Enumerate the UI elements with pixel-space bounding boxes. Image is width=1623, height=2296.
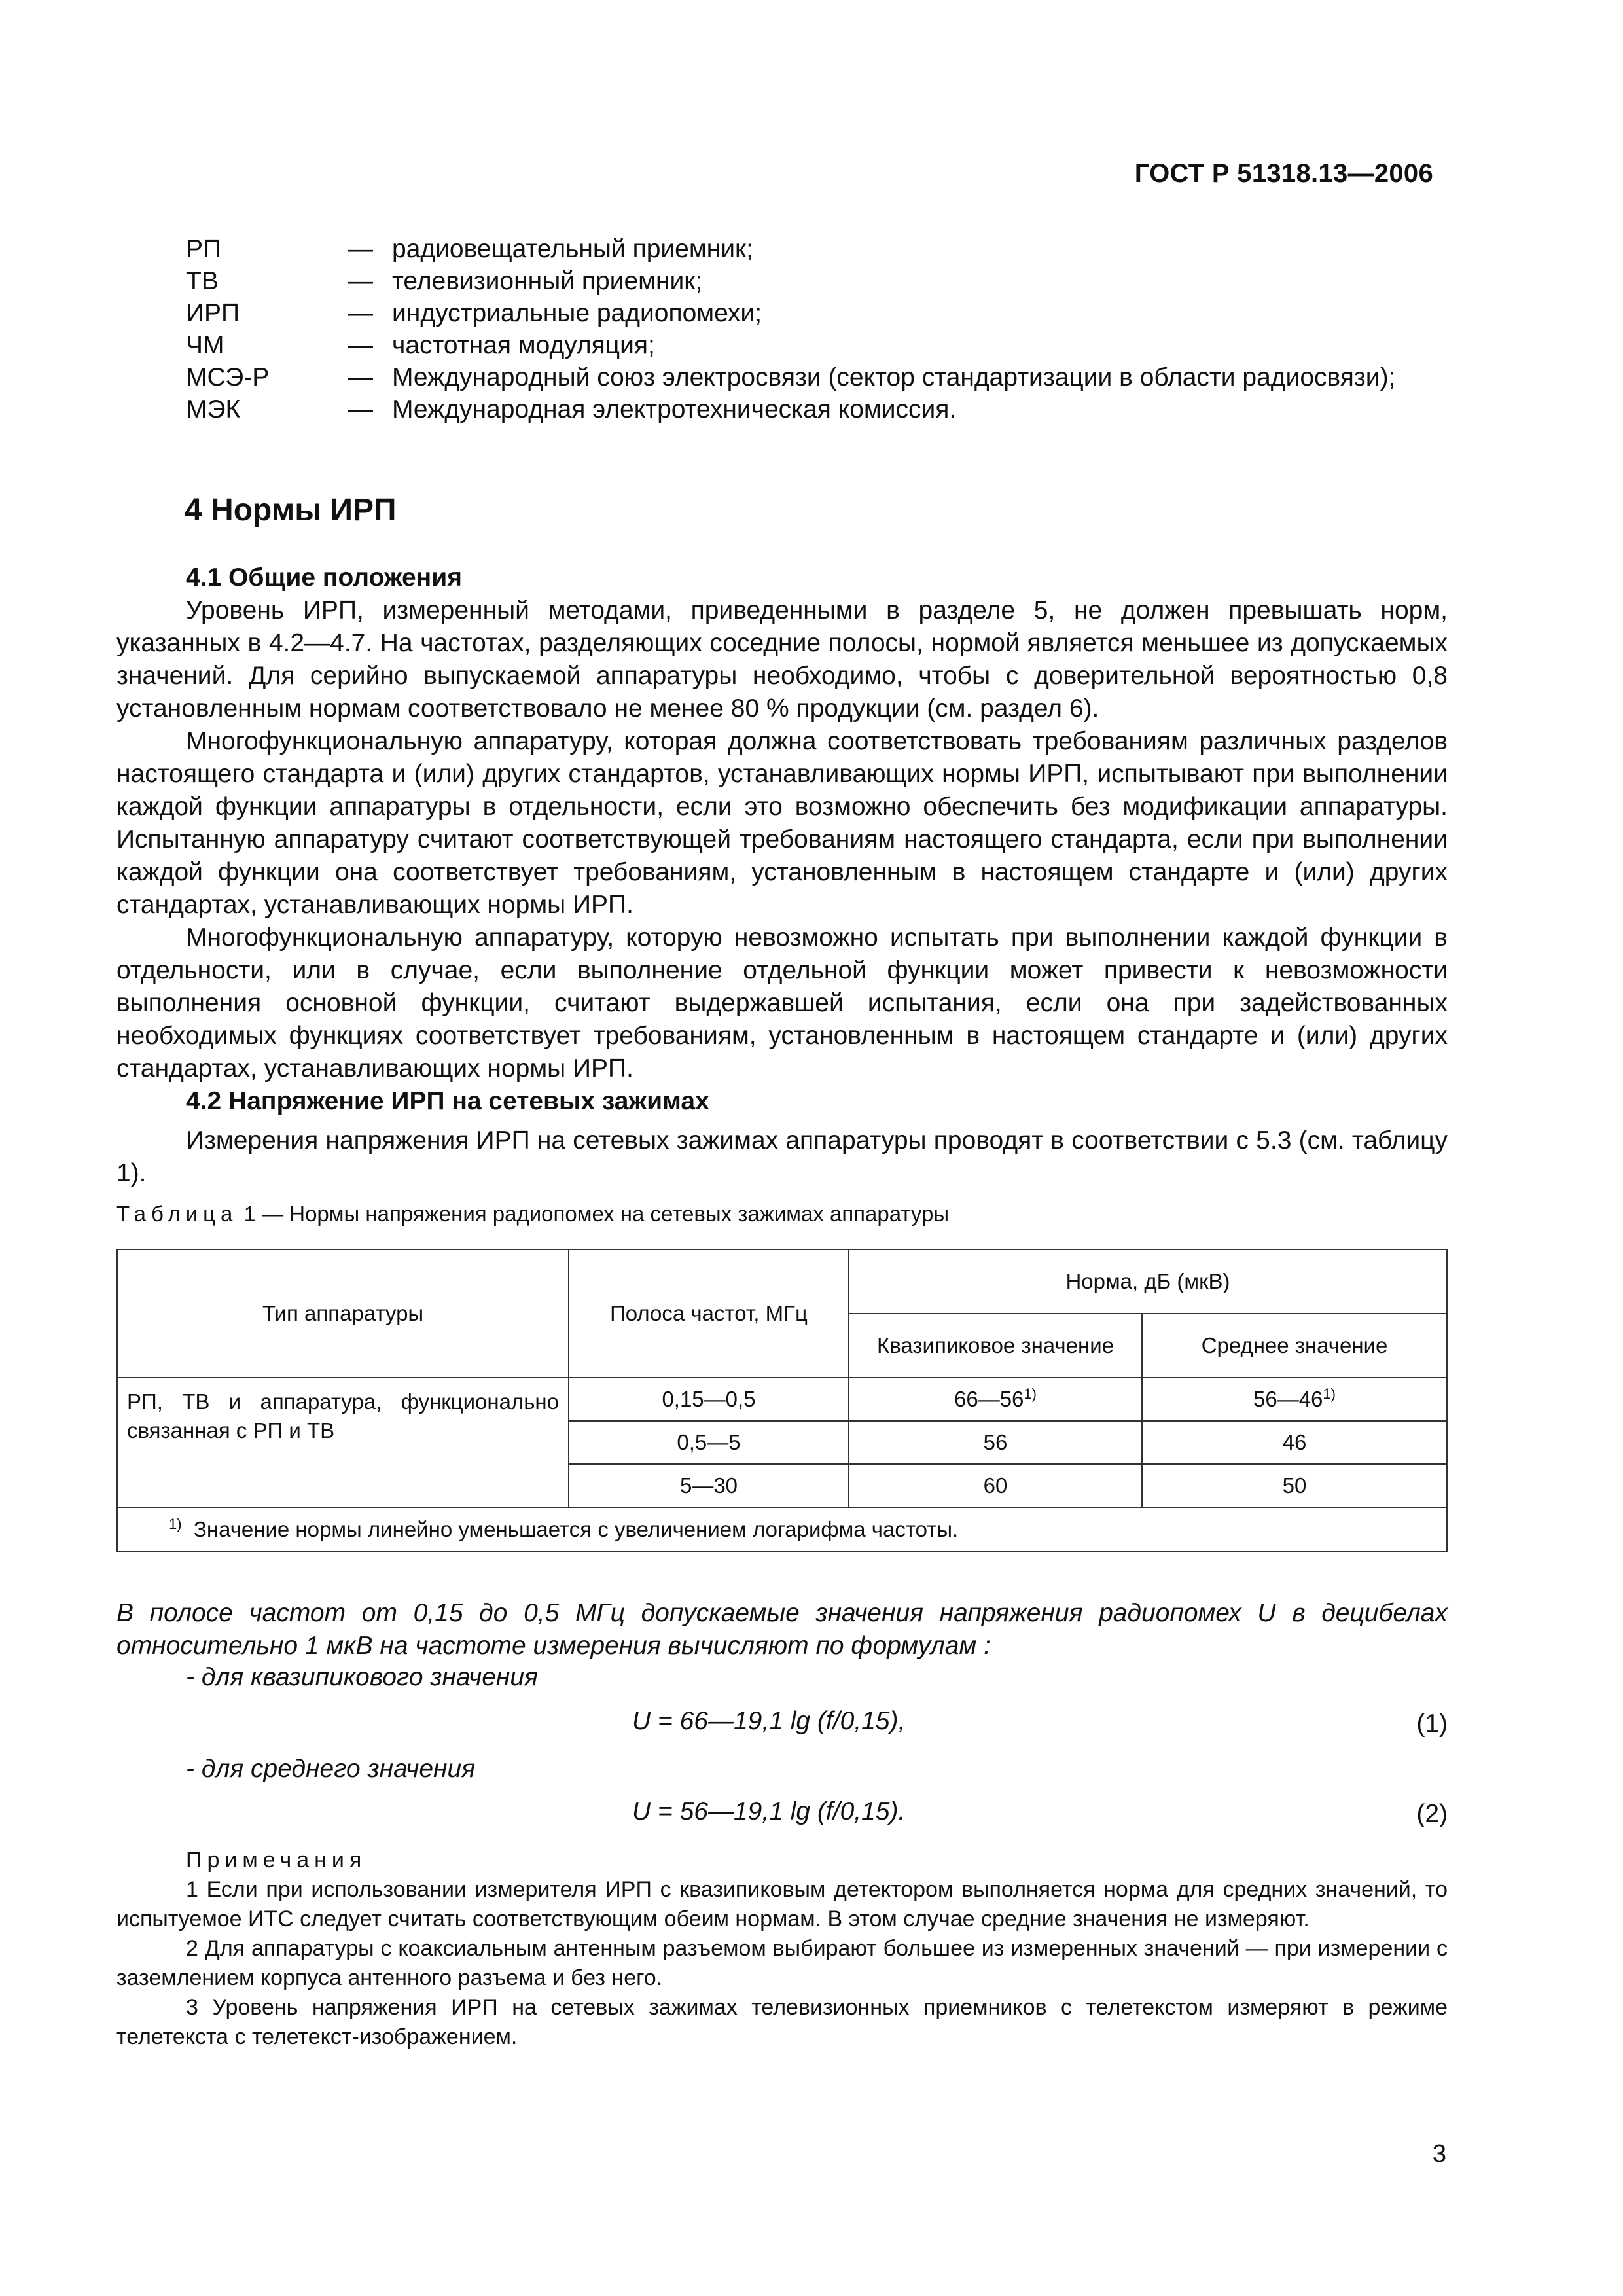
abbreviation-description: индустриальные радиопомехи; xyxy=(392,299,762,327)
cell-band: 5—30 xyxy=(569,1464,849,1507)
norms-table xyxy=(116,1249,1448,1552)
column-header-quasipeak: Квазипиковое значение xyxy=(849,1314,1142,1378)
notes-title: Примечания xyxy=(186,1848,367,1873)
document-header: ГОСТ Р 51318.13—2006 xyxy=(1134,159,1433,188)
abbreviation-term: РП xyxy=(186,235,222,263)
table-row xyxy=(117,1378,1447,1421)
abbreviation-term: МЭК xyxy=(186,395,241,423)
abbreviation-dash: — xyxy=(348,363,373,391)
column-header-band: Полоса частот, МГц xyxy=(569,1249,849,1378)
cell-quasipeak: 60 xyxy=(849,1464,1142,1507)
table-footnote-row xyxy=(117,1507,1447,1552)
abbreviation-list xyxy=(186,233,1442,425)
page-number: 3 xyxy=(1432,2140,1446,2168)
notes-block xyxy=(116,1846,1448,2052)
cell-average: 56—46$^{1)}$ xyxy=(1142,1378,1447,1421)
table-caption xyxy=(116,1202,949,1227)
abbreviation-description: Международная электротехническая комиссия. xyxy=(392,395,957,423)
formula-quasipeak: U = 66—19,1 lg (f/0,15), xyxy=(632,1707,906,1735)
formula-label-quasipeak: - для квазипикового значения xyxy=(186,1663,538,1691)
cell-average: 46 xyxy=(1142,1421,1447,1464)
cell-band: 0,5—5 xyxy=(569,1421,849,1464)
column-header-average: Среднее значение xyxy=(1142,1314,1447,1378)
abbreviation-item xyxy=(186,361,1442,393)
abbreviation-item xyxy=(186,329,1442,361)
note-item: 3 Уровень напряжения ИРП на сетевых зажимах телевизионных приемников с телетекстом измеряют в режиме телетекста с телетекст-изображением. xyxy=(116,1995,1448,2049)
abbreviation-description: Международный союз электросвязи (сектор стандартизации в области радиосвязи); xyxy=(392,363,1396,391)
subsection-title: 4.2 Напряжение ИРП на сетевых зажимах xyxy=(186,1087,709,1115)
abbreviation-dash: — xyxy=(348,267,373,295)
abbreviation-item xyxy=(186,233,1442,265)
paragraph: Многофункциональную аппаратуру, которую невозможно испытать при выполнении каждой функции в отдельности, или в случае, если выполнение отдельной функции может привести к невозможности выполнения основной функции, считают выдержавшей испытания, если она при задействованных необходимых функциях соответствует требованиям, установленным в настоящем стандарте и (или) других стандартах, устанавливающих нормы ИРП. xyxy=(116,924,1448,1083)
cell-quasipeak: 66—56$^{1)}$ xyxy=(849,1378,1142,1421)
formula-intro: В полосе частот от 0,15 до 0,5 МГц допускаемые значения напряжения радиопомех U в децибелах относительно 1 мкВ на частоте измерения вычисляют по формулам : xyxy=(116,1599,1448,1660)
formula-number: (2) xyxy=(1416,1800,1448,1828)
abbreviation-dash: — xyxy=(348,235,373,263)
cell-average: 50 xyxy=(1142,1464,1447,1507)
cell-quasipeak: 56 xyxy=(849,1421,1142,1464)
abbreviation-item xyxy=(186,393,1442,425)
abbreviation-dash: — xyxy=(348,331,373,359)
paragraph: Уровень ИРП, измеренный методами, приведенными в разделе 5, не должен превышать норм, указанных в 4.2—4.7. На частотах, разделяющих соседние полосы, нормой является меньшее из допускаемых значений. Для серийно выпускаемой аппаратуры необходимо, чтобы с доверительной вероятностью 0,8 установленным нормам соответствовало не менее 80 % продукции (см. раздел 6). xyxy=(116,596,1448,723)
section-4-1 xyxy=(116,562,1448,1190)
formula-label-average: - для среднего значения xyxy=(186,1755,476,1783)
paragraph: Измерения напряжения ИРП на сетевых зажимах аппаратуры проводят в соответствии с 5.3 (см. таблицу 1). xyxy=(116,1126,1448,1187)
abbreviation-term: ЧМ xyxy=(186,331,224,359)
abbreviation-term: МСЭ-Р xyxy=(186,363,270,391)
cell-equipment-type: РП, ТВ и аппаратура, функционально связанная с РП и ТВ xyxy=(117,1378,569,1507)
cell-band: 0,15—0,5 xyxy=(569,1378,849,1421)
table-caption-label: Таблица xyxy=(116,1202,238,1226)
section-title: 4 Нормы ИРП xyxy=(185,493,397,528)
note-item: 1 Если при использовании измерителя ИРП с квазипиковым детектором выполняется норма для средних значений, то испытуемое ИТС следует считать соответствующим обеим нормам. В этом случае средние значения не измеряют. xyxy=(116,1877,1448,1931)
abbreviation-description: частотная модуляция; xyxy=(392,331,655,359)
abbreviation-term: ИРП xyxy=(186,299,240,327)
abbreviation-dash: — xyxy=(348,395,373,423)
abbreviation-term: ТВ xyxy=(186,267,219,295)
abbreviation-description: радиовещательный приемник; xyxy=(392,235,753,263)
column-header-norm: Норма, дБ (мкВ) xyxy=(849,1249,1447,1314)
abbreviation-dash: — xyxy=(348,299,373,327)
formula-number: (1) xyxy=(1416,1710,1448,1738)
abbreviation-description: телевизионный приемник; xyxy=(392,267,703,295)
subsection-title: 4.1 Общие положения xyxy=(186,564,462,592)
paragraph: Многофункциональную аппаратуру, которая должна соответствовать требованиям различных разделов настоящего стандарта и (или) других стандартов, устанавливающих нормы ИРП, испытывают при выполнении каждой функции аппаратуры в отдельности, если это возможно обеспечить без модификации аппаратуры. Испытанную аппаратуру считают соответствующей требованиям настоящего стандарта, если при выполнении каждой функции она соответствует требованиям, установленным в настоящем стандарте и (или) других стандартах, устанавливающих нормы ИРП. xyxy=(116,727,1448,919)
formula-average: U = 56—19,1 lg (f/0,15). xyxy=(632,1797,906,1825)
table-caption-text: 1 — Нормы напряжения радиопомех на сетевых зажимах аппаратуры xyxy=(243,1202,950,1226)
abbreviation-item xyxy=(186,297,1442,329)
note-item: 2 Для аппаратуры с коаксиальным антенным разъемом выбирают большее из измеренных значений — при измерении с заземлением корпуса антенного разъема и без него. xyxy=(116,1936,1448,1990)
abbreviation-item xyxy=(186,265,1442,297)
table-footnote: $^{1)}$ Значение нормы линейно уменьшается с увеличением логарифма частоты. xyxy=(117,1507,1447,1552)
column-header-type: Тип аппаратуры xyxy=(117,1249,569,1378)
